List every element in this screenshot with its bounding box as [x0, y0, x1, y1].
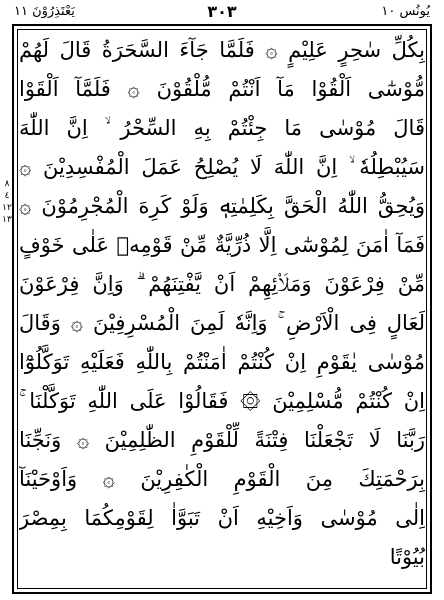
text-line: قَالَ مُوْسٰى مَا جِئْتُمْ بِهِ السِّحْرُ ۙ اِنَّ اللّٰهَ	[19, 116, 425, 140]
text-line: مُوْسٰى يٰقَوْمِ اِنْ كُنْتُمْ اٰمَنْتُمْ بِاللّٰهِ فَعَلَيْهِ تَوَكَّلُوْٓا	[19, 350, 425, 374]
surah-name: يُونُس ١٠	[381, 4, 430, 19]
text-line: اِلٰى مُوْسٰى وَاَخِيْهِ اَنْ تَبَوَّاٰ لِقَوْمِكُمَا بِمِصْرَ	[19, 506, 425, 530]
margin-marker-digit: ١٣	[2, 215, 12, 225]
margin-marker-digit: ٨	[4, 179, 10, 189]
juz-name: يَعْتَذِرُوْنَ ١١	[14, 4, 75, 19]
ruku-margin-marker	[1, 178, 13, 226]
text-line: اِنْ كُنْتُمْ مُّسْلِمِيْنَ ۞ فَقَالُوْا عَلَى اللّٰهِ تَوَكَّلْنَا ۚ	[19, 389, 425, 413]
text-line: فَمَآ اٰمَنَ لِمُوْسٰٓى اِلَّا ذُرِّيَّةٌ مِّنْ قَوْمِهٖ عَلٰى خَوْفٍ	[19, 233, 425, 257]
text-line: وَيُحِقُّ اللّٰهُ الْحَقَّ بِكَلِمٰتِهٖ وَلَوْ كَرِهَ الْمُجْرِمُوْنَ ۞	[19, 194, 425, 218]
page-number: ٣٠٣	[207, 2, 237, 21]
text-line: بِرَحْمَتِكَ مِنَ الْقَوْمِ الْكٰفِرِيْنَ ۞ وَاَوْحَيْنَآ	[19, 467, 425, 491]
text-line: بِكُلِّ سٰحِرٍ عَلِيْمٍ ۞ فَلَمَّا جَآءَ السَّحَرَةُ قَالَ لَهُمْ	[19, 38, 425, 62]
text-line: رَبَّنَا لَا تَجْعَلْنَا فِتْنَةً لِّلْقَوْمِ الظّٰلِمِيْنَ ۞ وَنَجِّنَا	[19, 428, 425, 452]
margin-marker-digit: ٤	[4, 191, 10, 201]
margin-marker-digit: ١٢	[2, 203, 12, 213]
text-line: بُيُوْتًا	[389, 545, 425, 569]
page-header	[10, 2, 434, 24]
text-line: سَيُبْطِلُهٗ ۙ اِنَّ اللّٰهَ لَا يُصْلِحُ عَمَلَ الْمُفْسِدِيْنَ ۞	[19, 155, 425, 179]
text-line: مُّوْسٰٓى اَلْقُوْا مَآ اَنْتُمْ مُّلْقُوْنَ ۞ فَلَمَّآ اَلْقَوْا	[19, 77, 425, 101]
text-line: لَعَالٍ فِى الْاَرْضِ ۚ وَاِنَّهٗ لَمِنَ الْمُسْرِفِيْنَ ۞ وَقَالَ	[19, 311, 425, 335]
verse-text-block	[19, 32, 425, 587]
text-line: مِّنْ فِرْعَوْنَ وَمَلَا۟ئِهِمْ اَنْ يَّفْتِنَهُمْ ۗ وَاِنَّ فِرْعَوْنَ	[19, 272, 425, 296]
